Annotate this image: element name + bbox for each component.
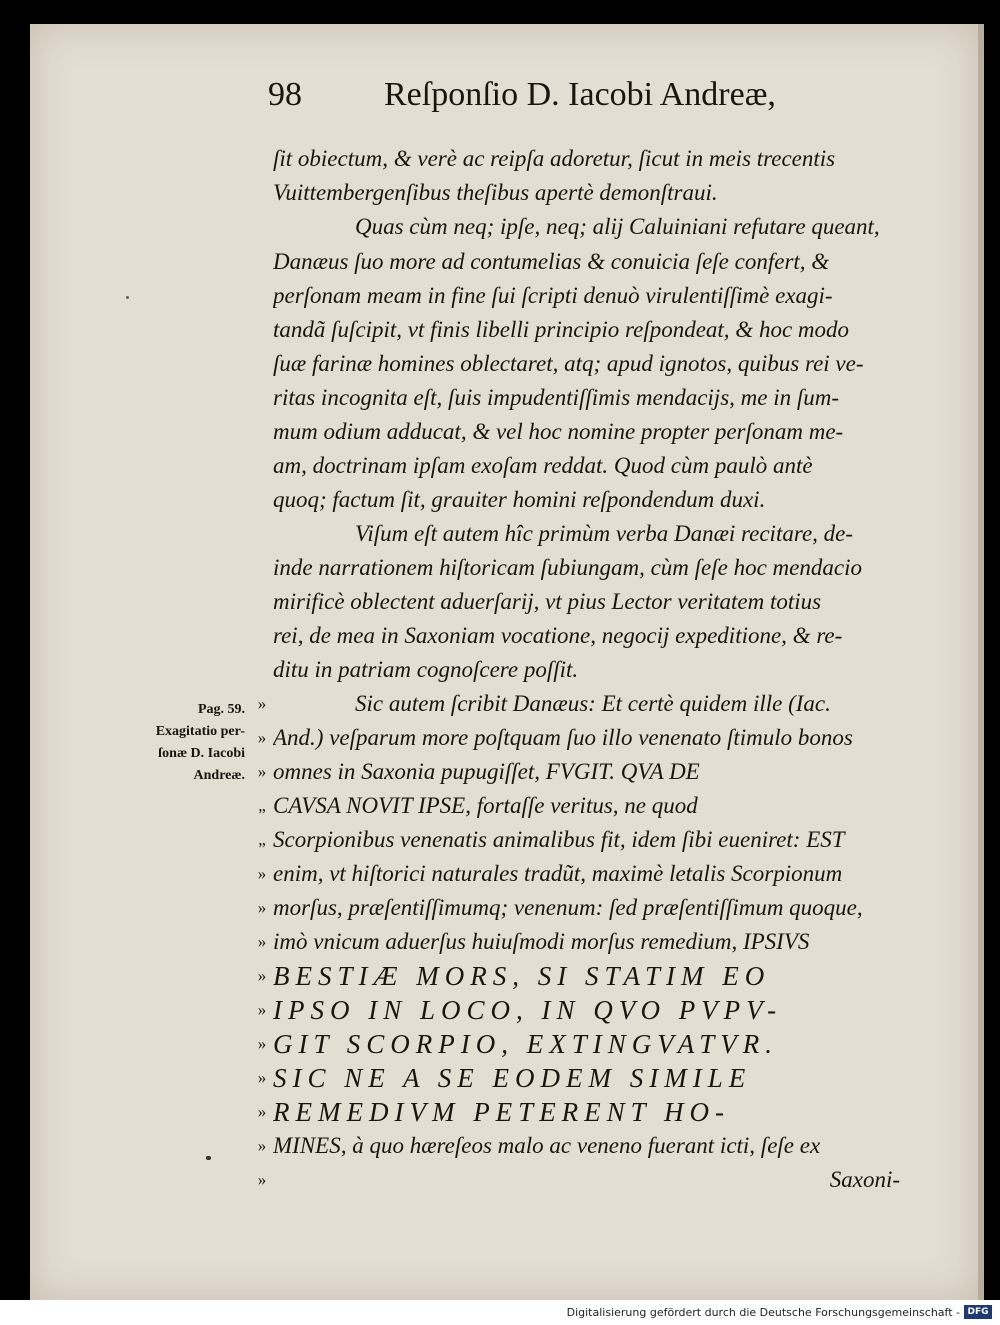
quote-mark: » xyxy=(257,1136,267,1155)
text-line: rei, de mea in Saxoniam vocatione, negocij expeditione, & re- xyxy=(273,623,843,648)
text-line: perſonam meam in fine ſui ſcripti denuò virulentiſſimè exagi- xyxy=(273,283,833,308)
quote-mark: » xyxy=(257,898,267,917)
text-line: morſus, præſentiſſimumq; venenum: ſed præſentiſſimum quoque, xyxy=(273,895,863,920)
quote-mark: » xyxy=(257,728,267,747)
text-line: omnes in Saxonia pupugiſſet, FVGIT. QVA DE xyxy=(273,759,700,784)
margin-note: ſonæ D. Iacobi xyxy=(158,746,245,761)
quote-mark: » xyxy=(257,1000,267,1019)
quote-mark: » xyxy=(257,932,267,951)
text-line: IPSO IN LOCO, IN QVO PVPV- xyxy=(273,995,783,1025)
ink-speck xyxy=(206,1156,211,1160)
text-line: am, doctrinam ipſam exoſam reddat. Quod cùm paulò antè xyxy=(273,453,813,478)
quote-mark: » xyxy=(257,694,267,713)
text-line: Vuittembergenſibus theſibus apertè demonſtraui. xyxy=(273,180,718,205)
quote-mark: » xyxy=(257,966,267,985)
ink-speck xyxy=(126,296,129,299)
text-line: ſuæ farinæ homines oblectaret, atq; apud ignotos, quibus rei ve- xyxy=(273,351,864,376)
page-number: 98 xyxy=(268,76,302,113)
quote-mark: „ xyxy=(258,796,266,815)
quote-mark: » xyxy=(257,1034,267,1053)
text-line: Scorpionibus venenatis animalibus fit, idem ſibi eueniret: EST xyxy=(273,827,845,852)
text-line: enim, vt hiſtorici naturales tradũt, maximè letalis Scorpionum xyxy=(273,861,843,886)
quote-mark: „ xyxy=(258,830,266,849)
text-line: Danæus ſuo more ad contumelias & conuicia ſeſe confert, & xyxy=(273,249,830,274)
text-line: ditu in patriam cognoſcere poſſit. xyxy=(273,657,579,682)
margin-note: Exagitatio per- xyxy=(155,724,245,739)
catchword: Saxoni- xyxy=(829,1167,900,1192)
text-line: imò vnicum aduerſus huiuſmodi morſus remedium, IPSIVS xyxy=(273,929,810,954)
text-line: mum odium adducat, & vel hoc nomine propter perſonam me- xyxy=(273,419,844,444)
dfg-logo: DFG xyxy=(964,1305,992,1319)
text-line: quoq; factum ſit, grauiter homini reſpondendum duxi. xyxy=(273,487,766,512)
quote-mark: » xyxy=(257,1170,267,1189)
margin-note: Pag. 59. xyxy=(197,702,245,717)
text-line: Sic autem ſcribit Danæus: Et certè quidem ille (Iac. xyxy=(355,691,831,716)
text-line: mirificè oblectent aduerſarij, vt pius Lector veritatem totius xyxy=(273,589,822,614)
margin-note: Andreæ. xyxy=(193,768,245,783)
text-line: BESTIÆ MORS, SI STATIM EO xyxy=(273,961,771,991)
text-line: And.) veſparum more poſtquam ſuo illo venenato ſtimulo bonos xyxy=(273,725,853,750)
funding-notice: Digitalisierung gefördert durch die Deutsche Forschungsgemeinschaft - xyxy=(566,1306,960,1319)
text-line: Viſum eſt autem hîc primùm verba Danæi recitare, de- xyxy=(355,521,854,546)
quote-mark: » xyxy=(257,1068,267,1087)
text-line: MINES, à quo hæreſeos malo ac veneno fuerant icti, ſeſe ex xyxy=(273,1133,821,1158)
page-edge xyxy=(978,24,984,1300)
text-line: Quas cùm neq; ipſe, neq; alij Caluiniani refutare queant, xyxy=(355,214,880,239)
text-line: inde narrationem hiſtoricam ſubiungam, cùm ſeſe hoc mendacio xyxy=(273,555,862,580)
text-line: ſit obiectum, & verè ac reipſa adoretur, ſicut in meis trecentis xyxy=(273,146,836,171)
quote-mark: » xyxy=(257,762,267,781)
text-line: REMEDIVM PETERENT HO- xyxy=(273,1097,730,1127)
running-title: Reſponſio D. Iacobi Andreæ, xyxy=(384,76,776,113)
text-line: tandã ſuſcipit, vt finis libelli principio reſpondeat, & hoc modo xyxy=(273,317,850,342)
quote-mark: » xyxy=(257,1102,267,1121)
text-line: GIT SCORPIO, EXTINGVATVR. xyxy=(273,1029,778,1059)
text-line: CAVSA NOVIT IPSE, fortaſſe veritus, ne quod xyxy=(273,793,698,818)
text-line: ritas incognita eſt, ſuis impudentiſſimis mendacijs, me in ſum- xyxy=(273,385,840,410)
quote-mark: » xyxy=(257,864,267,883)
text-line: SIC NE A SE EODEM SIMILE xyxy=(273,1063,752,1093)
footer-bar xyxy=(0,1300,1000,1325)
